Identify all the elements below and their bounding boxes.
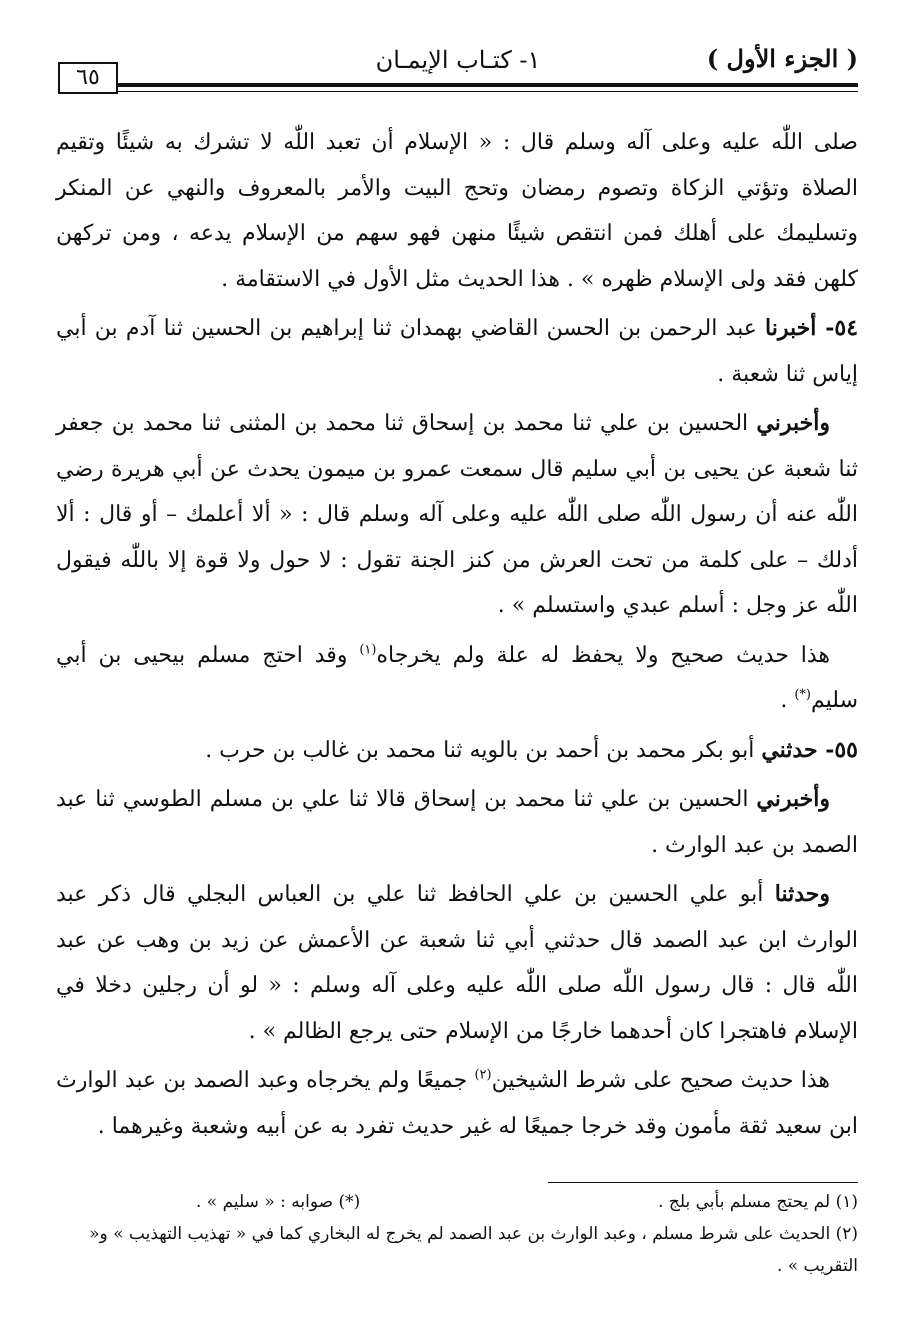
footnote-ref-star[interactable]: (*) xyxy=(794,687,811,703)
header-rule xyxy=(118,83,858,87)
paragraph-lead: وأخبرني xyxy=(756,786,830,812)
paragraph-3 xyxy=(56,401,858,629)
footnote-ref-1[interactable]: (١) xyxy=(359,642,377,658)
paragraph-text: وقد احتج مسلم بيحيى بن أبي سليم xyxy=(56,642,858,713)
paragraph-text: صلى اللّٰه عليه وعلى آله وسلم قال : « الإسلام أن تعبد اللّٰه لا تشرك به شيئًا وتقيم الصلاة وتؤتي الزكاة وتصوم رمضان وتحج البيت والأمر بالمعروف والنهي عن المنكر وتسليمك على أهلك فمن انتقص شيئًا منهن فهو سهم من الإسلام يدعه ، ومن تركهن كلهن فقد ولى الإسلام ظهره » . هذا الحديث مثل الأول في الاستقامة . xyxy=(56,130,858,292)
page-header xyxy=(58,40,858,98)
body-text xyxy=(56,120,858,1153)
header-rule-thin xyxy=(118,91,858,92)
paragraph-text: هذا حديث صحيح على شرط الشيخين xyxy=(491,1068,831,1093)
footnote-ref-2[interactable]: (٢) xyxy=(474,1067,492,1083)
hadith-lead: ٥٤- أخبرنا xyxy=(765,315,859,341)
paragraph-lead: وحدثنا xyxy=(774,881,830,907)
header-volume: ( الجزء الأول ) xyxy=(706,44,858,73)
paragraph-text: أبو بكر محمد بن أحمد بن بالويه ثنا محمد بن غالب بن حرب . xyxy=(205,737,762,763)
paragraph-6 xyxy=(56,777,858,868)
hadith-54 xyxy=(56,306,858,397)
hadith-lead: ٥٥- حدثني xyxy=(761,736,858,763)
footnote-row xyxy=(56,1186,858,1218)
footnote-2: (٢) الحديث على شرط مسلم ، وعبد الوارث بن عبد الصمد لم يخرج له البخاري كما في « تهذيب التهذيب » و« التقريب » . xyxy=(89,1224,858,1276)
paragraph-lead: وأخبرني xyxy=(756,410,830,436)
paragraph-text: عبد الرحمن بن الحسن القاضي بهمدان ثنا إبراهيم بن الحسين ثنا آدم بن أبي إياس ثنا شعبة . xyxy=(56,316,858,387)
paragraph-text: جميعًا ولم يخرجاه وعبد الصمد بن عبد الوارث ابن سعيد ثقة مأمون وقد خرجا جميعًا له غير حديث تفرد به عن أبيه وشعبة وغيرهما . xyxy=(56,1068,858,1139)
paragraph-1 xyxy=(56,120,858,302)
header-chapter-title: ١- كتـاب الإيمـان xyxy=(375,46,541,74)
paragraph-text: . xyxy=(780,688,795,713)
footnote-star: (*) صوابه : « سليم » . xyxy=(196,1192,361,1212)
paragraph-text: الحسين بن علي ثنا محمد بن إسحاق قالا ثنا علي بن مسلم الطوسي ثنا عبد الصمد بن عبد الوارث . xyxy=(56,787,858,858)
page-number: ٦٥ xyxy=(58,62,118,94)
footnote-rule xyxy=(548,1182,858,1183)
paragraph-text: الحسين بن علي ثنا محمد بن إسحاق ثنا محمد بن المثنى ثنا محمد بن جعفر ثنا شعبة عن يحيى بن أبي سليم قال سمعت عمرو بن ميمون يحدث عن أبي هريرة رضي اللّٰه عنه أن رسول اللّٰه صلى اللّٰه عليه وعلى آله وسلم قال : « ألا أعلمك – أو قال : ألا أدلك – على كلمة من تحت العرش من كنز الجنة تقول : لا حول ولا قوة إلا باللّٰه فيقول اللّٰه عز وجل : أسلم عبدي واستسلم » . xyxy=(56,411,858,618)
hadith-55 xyxy=(56,728,858,774)
paragraph-8 xyxy=(56,1058,858,1149)
paragraph-7 xyxy=(56,872,858,1054)
paragraph-text: هذا حديث صحيح ولا يحفظ له علة ولم يخرجاه xyxy=(376,642,830,668)
paragraph-4 xyxy=(56,633,858,724)
footnotes xyxy=(56,1186,858,1282)
footnote-1: (١) لم يحتج مسلم بأبي بلج . xyxy=(658,1192,858,1212)
paragraph-text: أبو علي الحسين بن علي الحافظ ثنا علي بن العباس البجلي قال ذكر عبد الوارث ابن عبد الصمد قال حدثني أبي ثنا شعبة عن الأعمش عن زيد بن وهب عن عبد اللّٰه قال : قال رسول اللّٰه صلى اللّٰه عليه وعلى آله وسلم : « لو أن رجلين دخلا في الإسلام فاهتجرا كان أحدهما خارجًا من الإسلام حتى يرجع الظالم » . xyxy=(56,882,858,1044)
